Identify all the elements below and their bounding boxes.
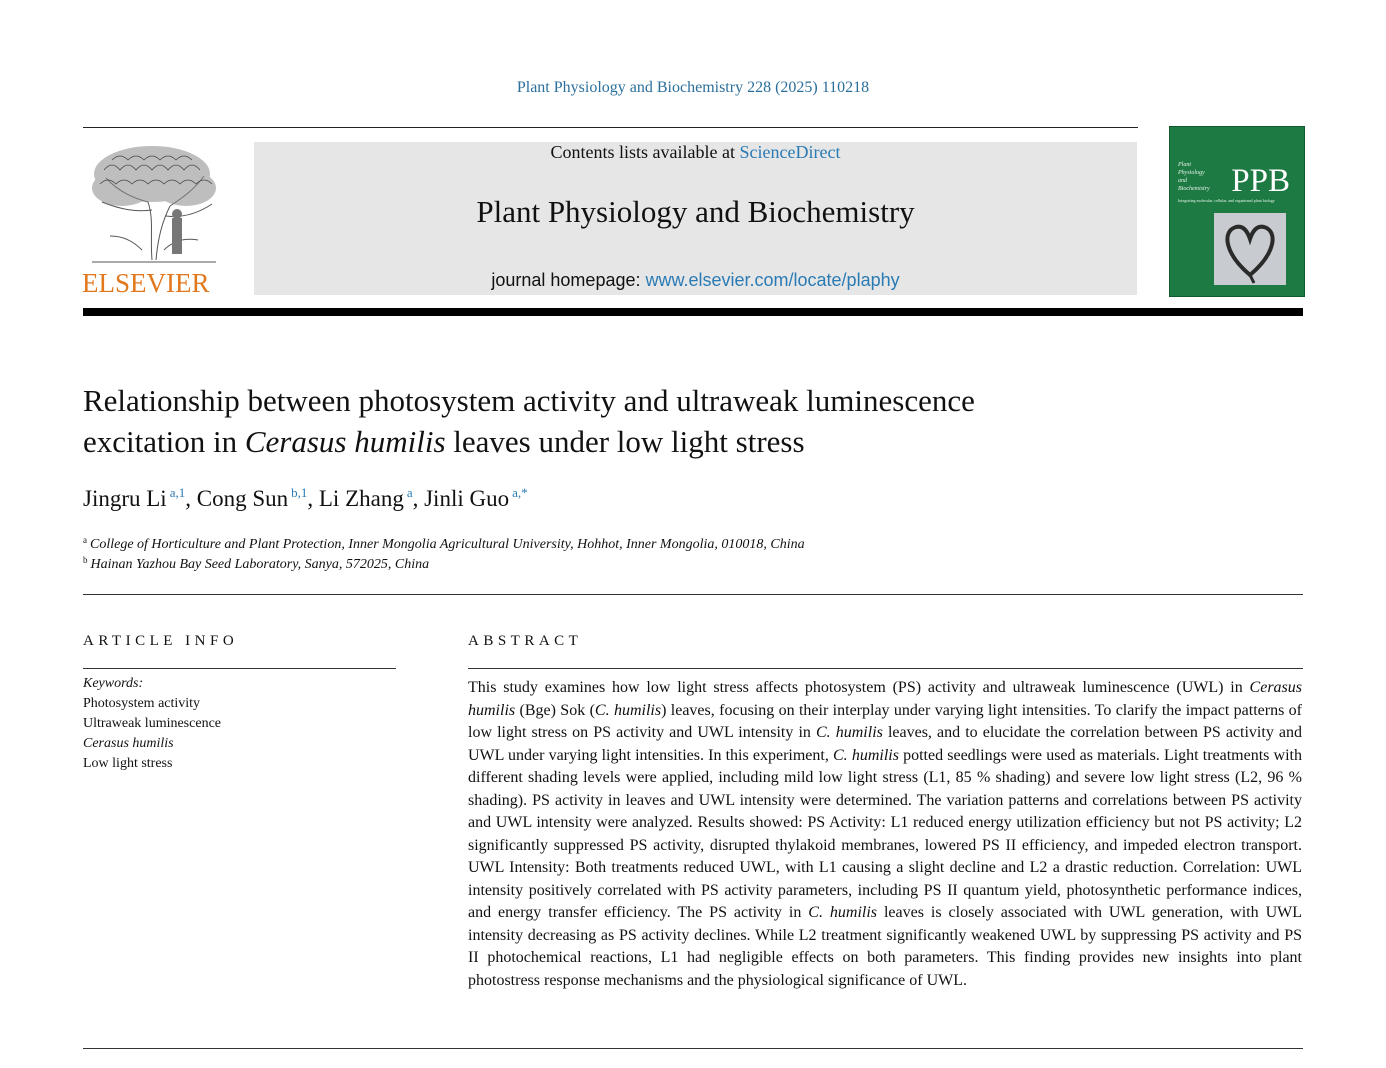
keyword: Photosystem activity xyxy=(83,696,201,711)
cover-name-line: Biochemistry xyxy=(1178,186,1210,192)
keyword: Ultraweak luminescence xyxy=(83,716,221,731)
journal-banner xyxy=(254,142,1137,295)
affiliation-mark: a xyxy=(83,535,87,545)
affiliation-mark: b xyxy=(83,555,88,565)
author-list xyxy=(83,485,1183,512)
title-species: Cerasus humilis xyxy=(244,424,446,459)
author-name[interactable]: Li Zhang xyxy=(318,486,404,511)
sciencedirect-link[interactable]: ScienceDirect xyxy=(739,142,841,162)
affiliation-text: College of Horticulture and Plant Protection, Inner Mongolia Agricultural University, Hohhot, Inner Mongolia, 010018, China xyxy=(90,537,805,552)
cover-tagline: Integrating molecular, cellular, and organismal plant biology xyxy=(1178,198,1275,203)
author-name[interactable]: Jingru Li xyxy=(83,486,167,511)
homepage-line xyxy=(254,270,1137,291)
article-title xyxy=(83,380,1183,462)
abstract-segment: leaves is closely associated with UWL generation, with UWL intensity decreasing as PS activity declines. While L2 treatment significantly weakened UWL by suppressing PS activity and PS II photochemical reactions, L1 had negligible effects on both parameters. This finding provides new insights into plant photostress response mechanisms and the physiological significance of UWL. xyxy=(468,904,1302,989)
abstract-segment: potted seedlings were used as materials. Light treatments with different shading levels were applied, including mild low light stress (L1, 85 % shading) and severe low light stress (L2, 96 % shading). PS activity in leaves and UWL intensity were determined. The variation patterns and correlations between PS activity and UWL intensity were analyzed. Results showed: PS Activity: L1 reduced energy utilization efficiency but not PS activity; L2 significantly suppressed PS activity, disrupted thylakoid membranes, lowered PS II efficiency, and impeded electron transport. UWL Intensity: Both treatments reduced UWL, with L1 causing a slight decline and L2 a drastic reduction. Correlation: UWL intensity positively correlated with PS activity parameters, including PS II quantum yield, photosynthetic performance indices, and energy transfer efficiency. The PS activity in xyxy=(468,746,1303,921)
elsevier-wordmark: ELSEVIER xyxy=(82,268,210,298)
author-separator: , xyxy=(307,486,319,511)
abstract-species: C. humilis xyxy=(594,701,662,719)
abstract-segment: leaves, and to elucidate the correlation between PS activity and UWL under varying light intensities. In this experiment, xyxy=(468,724,1302,764)
cover-name-line: Plant xyxy=(1178,162,1191,168)
article-info-heading: ARTICLE INFO xyxy=(83,633,239,649)
journal-title: Plant Physiology and Biochemistry xyxy=(476,194,915,229)
homepage-link[interactable]: www.elsevier.com/locate/plaphy xyxy=(645,270,900,290)
abstract-species: C. humilis xyxy=(816,724,883,741)
affiliation-text: Hainan Yazhou Bay Seed Laboratory, Sanya, 572025, China xyxy=(90,557,430,572)
article-info-rule xyxy=(83,668,396,669)
cover-name-line: and xyxy=(1178,178,1187,184)
title-line-2 xyxy=(83,421,1183,462)
cover-journal-name xyxy=(1178,161,1223,193)
affiliation xyxy=(83,555,429,573)
abstract-species: C. humilis xyxy=(833,746,899,764)
author-affiliation-mark[interactable]: a xyxy=(406,485,413,500)
author-separator: , xyxy=(412,486,425,511)
bottom-rule xyxy=(83,1048,1303,1049)
abstract-segment: (Bge) Sok ( xyxy=(515,701,595,719)
keywords-label: Keywords: xyxy=(83,676,144,691)
keyword: Cerasus humilis xyxy=(83,736,174,751)
affiliation xyxy=(83,535,805,553)
author-name[interactable]: Jinli Guo xyxy=(424,486,510,511)
section-rule xyxy=(83,594,1303,595)
abstract-heading: ABSTRACT xyxy=(468,633,583,649)
journal-cover[interactable] xyxy=(1169,126,1305,297)
author-affiliation-mark[interactable]: a,1 xyxy=(169,485,186,500)
title-line-1: Relationship between photosystem activity and ultraweak luminescence xyxy=(83,383,975,418)
abstract-text xyxy=(468,677,1302,992)
keyword: Low light stress xyxy=(83,756,173,771)
elsevier-tree-icon xyxy=(82,140,224,265)
author-affiliation-mark[interactable]: a,* xyxy=(512,485,528,500)
header-rule xyxy=(83,127,1138,128)
abstract-rule xyxy=(468,668,1303,669)
abstract-species: C. humilis xyxy=(808,904,878,921)
title-part: excitation in xyxy=(83,424,245,459)
cover-abbrev: PPB xyxy=(1231,163,1290,199)
abstract-species: Cerasus humilis xyxy=(468,679,1302,719)
abstract-segment: This study examines how low light stress affects photosystem (PS) activity and ultraweak luminescence (UWL) in xyxy=(468,679,1250,696)
title-part: leaves under low light stress xyxy=(445,424,805,459)
author-affiliation-mark[interactable]: b,1 xyxy=(291,485,308,500)
author-separator: , xyxy=(185,486,197,511)
journal-citation[interactable]: Plant Physiology and Biochemistry 228 (2025) 110218 xyxy=(516,79,870,96)
author-name[interactable]: Cong Sun xyxy=(196,486,289,511)
header-thick-rule xyxy=(83,308,1303,316)
abstract-segment: ) leaves, focusing on their interplay under varying light intensities. To clarify the impact patterns of low light stress on PS activity and UWL intensity in xyxy=(468,701,1302,741)
cover-name-line: Physiology xyxy=(1178,170,1205,176)
contents-prefix: Contents lists available at xyxy=(550,142,740,162)
homepage-prefix: journal homepage: xyxy=(491,270,646,290)
contents-line xyxy=(254,142,1137,163)
cover-image-icon xyxy=(1214,213,1286,285)
